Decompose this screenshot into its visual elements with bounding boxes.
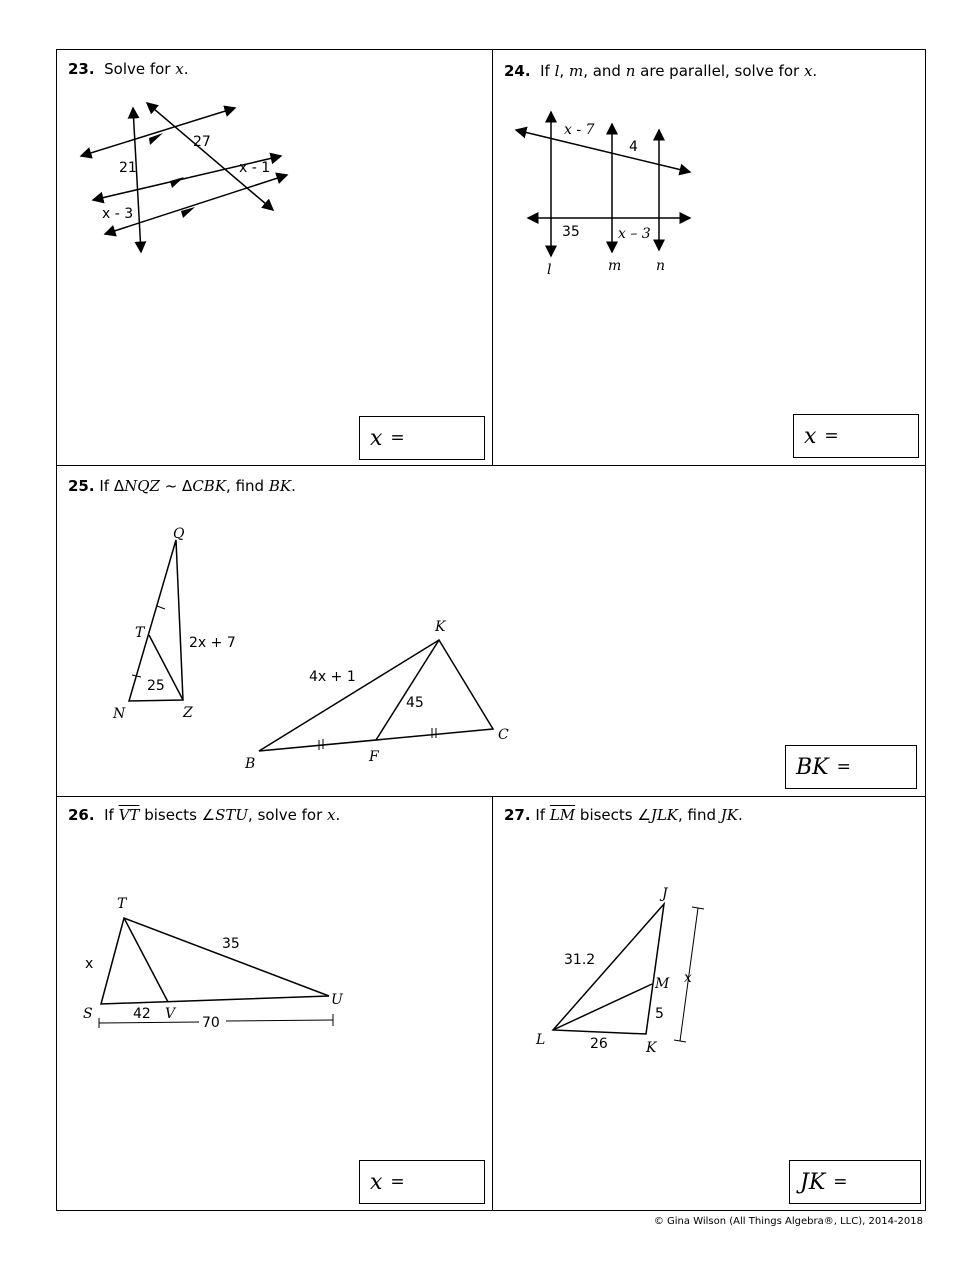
problem-23	[57, 50, 493, 466]
problem-26-diagram	[81, 894, 381, 1044]
label-35: 35	[222, 936, 240, 952]
label-x-minus-3: x - 3	[102, 206, 134, 222]
problem-24-diagram	[514, 120, 714, 290]
label-line-m: m	[608, 258, 622, 274]
answer-box-23[interactable]: x =	[359, 416, 485, 460]
label-x-minus-3: x – 3	[618, 226, 651, 242]
problem-26-title: 26. If $\overline{VT}$ bisects ∠STU, solve for x.	[68, 806, 341, 824]
label-27: 27	[193, 134, 211, 150]
label-C: C	[498, 727, 509, 743]
answer-box-25[interactable]: BK =	[785, 745, 917, 789]
problem-27	[492, 796, 926, 1211]
label-L: L	[536, 1032, 546, 1048]
label-2x-plus-7: 2x + 7	[189, 635, 236, 651]
worksheet-grid	[56, 49, 926, 1211]
label-T: T	[135, 625, 145, 641]
label-31-2: 31.2	[564, 952, 596, 968]
copyright-footer: © Gina Wilson (All Things Algebra®, LLC), 2014-2018	[653, 1216, 923, 1227]
problem-24-title: 24. If l, m, and n are parallel, solve for x.	[504, 62, 818, 80]
label-J: J	[662, 886, 668, 902]
answer-box-27[interactable]: JK =	[789, 1160, 921, 1204]
label-T: T	[117, 896, 127, 912]
label-N: N	[113, 706, 126, 722]
label-x-minus-7: x - 7	[564, 122, 595, 138]
problem-27-title: 27. If $\overline{LM}$ bisects ∠JLK, find JK.	[504, 806, 743, 824]
problem-27-diagram	[508, 886, 728, 1056]
problem-23-diagram	[77, 98, 297, 268]
label-Z: Z	[183, 705, 193, 721]
label-70: 70	[202, 1015, 220, 1031]
label-B: B	[245, 756, 256, 772]
problem-26	[57, 796, 493, 1211]
label-4: 4	[629, 139, 638, 155]
label-x: x	[684, 970, 692, 986]
label-35: 35	[562, 224, 580, 240]
answer-box-26[interactable]: x =	[359, 1160, 485, 1204]
problem-25	[57, 465, 926, 797]
label-S: S	[83, 1006, 93, 1022]
label-U: U	[331, 992, 343, 1008]
label-K: K	[646, 1040, 657, 1056]
label-Q: Q	[173, 526, 185, 542]
label-26: 26	[590, 1036, 608, 1052]
label-F: F	[369, 749, 379, 765]
label-25: 25	[147, 678, 165, 694]
problem-25-diagram	[97, 525, 577, 775]
label-45: 45	[406, 695, 424, 711]
label-21: 21	[119, 160, 137, 176]
problem-23-title: 23. Solve for x.	[68, 60, 189, 78]
label-x: x	[85, 956, 94, 972]
label-M: M	[655, 976, 670, 992]
label-42: 42	[133, 1006, 151, 1022]
answer-box-24[interactable]: x =	[793, 414, 919, 458]
label-K: K	[435, 619, 446, 635]
label-4x-plus-1: 4x + 1	[309, 669, 356, 685]
label-V: V	[165, 1006, 176, 1022]
problem-25-title: 25. If ΔNQZ ~ ΔCBK, find BK.	[68, 477, 296, 495]
label-5: 5	[655, 1006, 664, 1022]
problem-24	[492, 50, 926, 466]
label-line-n: n	[656, 258, 666, 274]
label-x-minus-1: x - 1	[239, 160, 271, 176]
label-line-l: l	[547, 262, 552, 278]
